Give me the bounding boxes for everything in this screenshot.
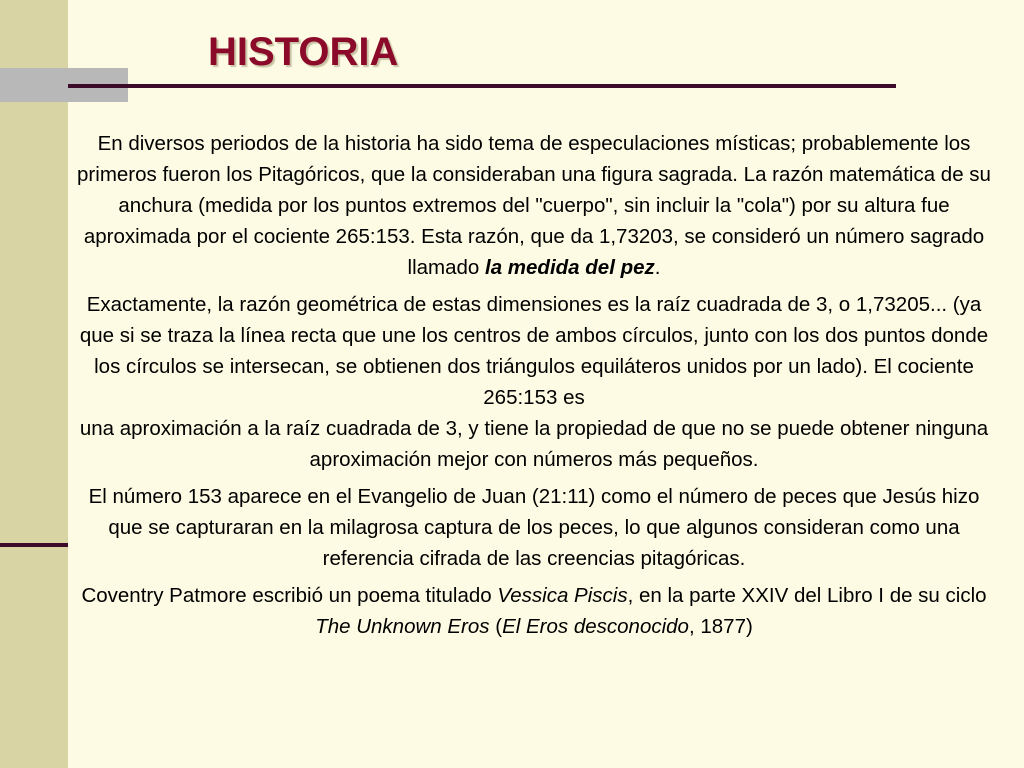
paragraph-pythagoreans	[70, 128, 998, 283]
paragraph-patmore	[70, 580, 998, 642]
cycle-title: The Unknown Eros	[315, 615, 490, 638]
paragraph-4-part-1: Coventry Patmore escribió un poema titulado	[81, 584, 498, 607]
paragraph-2-line-2: una aproximación a la raíz cuadrada de 3, y tiene la propiedad de que no se puede obtener ninguna aproximación mejor con números más pequeños.	[79, 417, 989, 471]
title-underline-rule	[68, 84, 896, 88]
paragraph-square-root	[70, 289, 998, 475]
cycle-title-spanish: El Eros desconocido	[502, 615, 689, 638]
paragraph-4-part-2: , en la parte XXIV del Libro I de su ciclo	[627, 584, 987, 607]
side-accent-rule	[0, 543, 68, 547]
slide-title: HISTORIA	[208, 30, 399, 74]
paragraph-1-text: En diversos periodos de la historia ha sido tema de especulaciones místicas; probablemente los primeros fueron los Pitagóricos, que la consideraban una figura sagrada. La razón matemática de su anchura (medida por los puntos extremos del "cuerpo", sin incluir la "cola") por su altura fue aproximada por el cociente 265:153. Esta razón, que da 1,73203, se consideró un número sagrado llamado	[77, 132, 991, 279]
fish-measure-term: la medida del pez	[485, 256, 655, 279]
paragraph-4-part-4: , 1877)	[688, 615, 753, 638]
paragraph-gospel	[70, 481, 998, 574]
slide-body	[70, 128, 998, 648]
paragraph-2-line-1: Exactamente, la razón geométrica de estas dimensiones es la raíz cuadrada de 3, o 1,73205... (ya que si se traza la línea recta que une los centros de ambos círculos, junto con los dos puntos donde los círculos se intersecan, se obtienen dos triángulos equiláteros unidos por un lado). El cociente 265:153 es	[79, 293, 989, 409]
paragraph-1-end: .	[654, 256, 661, 279]
paragraph-3-text: El número 153 aparece en el Evangelio de Juan (21:11) como el número de peces que Jesús hizo que se capturaran en la milagrosa captura de los peces, lo que algunos consideran como una referencia cifrada de las creencias pitagóricas.	[88, 485, 980, 570]
paragraph-4-part-3: (	[489, 615, 503, 638]
left-decorative-band	[0, 0, 68, 768]
poem-title: Vessica Piscis	[497, 584, 628, 607]
